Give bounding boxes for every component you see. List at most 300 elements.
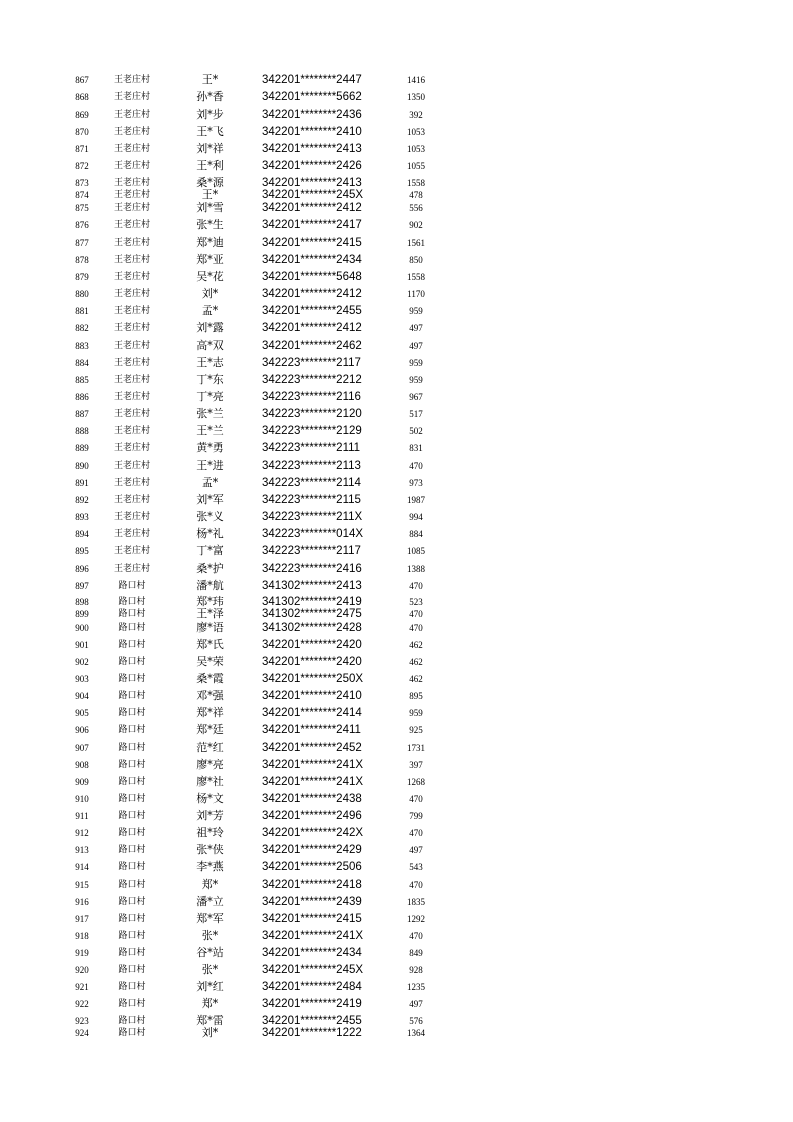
row-number: 922 xyxy=(75,999,89,1009)
person-name: 郑*军 xyxy=(196,912,224,925)
amount: 1053 xyxy=(407,144,425,154)
amount: 470 xyxy=(409,581,423,591)
village-name: 王老庄村 xyxy=(113,238,150,248)
amount: 478 xyxy=(409,190,423,200)
village-name: 王老庄村 xyxy=(113,92,150,102)
table-row xyxy=(0,1026,793,1040)
person-name: 孟* xyxy=(201,476,219,489)
person-name: 张*义 xyxy=(196,510,224,523)
amount: 1561 xyxy=(407,238,425,248)
amount: 1170 xyxy=(407,289,425,299)
id-number: 342223********2116 xyxy=(262,391,361,403)
village-name: 路口村 xyxy=(118,609,146,619)
person-name: 廖*亮 xyxy=(196,758,224,771)
amount: 470 xyxy=(409,880,423,890)
amount: 1731 xyxy=(407,743,425,753)
amount: 1055 xyxy=(407,161,425,171)
id-number: 342201********241X xyxy=(262,930,364,942)
person-name: 郑*迪 xyxy=(196,236,224,249)
table-row xyxy=(0,407,793,421)
amount: 462 xyxy=(409,674,423,684)
amount: 1268 xyxy=(407,777,425,787)
village-name: 路口村 xyxy=(118,657,146,667)
table-row xyxy=(0,809,793,823)
id-number: 342201********5662 xyxy=(262,91,362,103)
id-number: 342201********2434 xyxy=(262,254,362,266)
row-number: 890 xyxy=(75,461,89,471)
row-number: 910 xyxy=(75,794,89,804)
table-row xyxy=(0,723,793,737)
amount: 1292 xyxy=(407,914,425,924)
row-number: 885 xyxy=(75,375,89,385)
person-name: 祖*玲 xyxy=(196,826,224,839)
village-name: 路口村 xyxy=(118,982,146,992)
id-number: 342201********2426 xyxy=(262,160,362,172)
table-row xyxy=(0,689,793,703)
person-name: 刘*红 xyxy=(196,980,224,993)
row-number: 906 xyxy=(75,725,89,735)
village-name: 王老庄村 xyxy=(113,110,150,120)
table-row xyxy=(0,544,793,558)
id-number: 342223********2129 xyxy=(262,425,362,437)
table-row xyxy=(0,201,793,215)
table-row xyxy=(0,843,793,857)
table-row xyxy=(0,476,793,490)
table-row xyxy=(0,997,793,1011)
row-number: 891 xyxy=(75,478,89,488)
village-name: 路口村 xyxy=(118,760,146,770)
id-number: 342223********2113 xyxy=(262,460,361,472)
row-number: 913 xyxy=(75,845,89,855)
amount: 973 xyxy=(409,478,423,488)
person-name: 刘*雪 xyxy=(196,201,224,214)
person-name: 桑*源 xyxy=(196,176,224,189)
amount: 959 xyxy=(409,375,423,385)
village-name: 路口村 xyxy=(118,811,146,821)
person-name: 王*进 xyxy=(196,459,224,472)
id-number: 342201********2414 xyxy=(262,707,362,719)
person-name: 潘*立 xyxy=(196,895,224,908)
village-name: 王老庄村 xyxy=(113,203,150,213)
amount: 497 xyxy=(409,341,423,351)
village-name: 路口村 xyxy=(118,674,146,684)
person-name: 王*利 xyxy=(196,159,224,172)
id-number: 342201********2412 xyxy=(262,288,362,300)
village-name: 路口村 xyxy=(118,897,146,907)
table-row xyxy=(0,321,793,335)
person-name: 郑*廷 xyxy=(196,723,224,736)
amount: 959 xyxy=(409,306,423,316)
amount: 397 xyxy=(409,760,423,770)
village-name: 王老庄村 xyxy=(113,443,150,453)
table-row xyxy=(0,424,793,438)
row-number: 918 xyxy=(75,931,89,941)
table-row xyxy=(0,912,793,926)
person-name: 桑*护 xyxy=(196,562,224,575)
person-name: 郑*玮 xyxy=(196,595,224,608)
table-row xyxy=(0,758,793,772)
table-row xyxy=(0,373,793,387)
person-name: 谷*站 xyxy=(196,946,224,959)
id-number: 342223********2115 xyxy=(262,494,361,506)
amount: 1350 xyxy=(407,92,425,102)
amount: 959 xyxy=(409,708,423,718)
table-row xyxy=(0,775,793,789)
person-name: 丁*东 xyxy=(196,373,224,386)
village-name: 路口村 xyxy=(118,640,146,650)
village-name: 路口村 xyxy=(118,862,146,872)
table-row xyxy=(0,579,793,593)
row-number: 884 xyxy=(75,358,89,368)
village-name: 王老庄村 xyxy=(113,512,150,522)
village-name: 路口村 xyxy=(118,691,146,701)
id-number: 342201********2462 xyxy=(262,340,362,352)
table-row xyxy=(0,253,793,267)
id-number: 342201********2455 xyxy=(262,1015,362,1027)
village-name: 王老庄村 xyxy=(113,161,150,171)
row-number: 920 xyxy=(75,965,89,975)
row-number: 881 xyxy=(75,306,89,316)
row-number: 877 xyxy=(75,238,89,248)
amount: 497 xyxy=(409,323,423,333)
row-number: 886 xyxy=(75,392,89,402)
table-row xyxy=(0,188,793,202)
table-row xyxy=(0,108,793,122)
person-name: 廖*语 xyxy=(196,621,224,634)
village-name: 路口村 xyxy=(118,914,146,924)
amount: 392 xyxy=(409,110,423,120)
table-row xyxy=(0,510,793,524)
village-name: 路口村 xyxy=(118,597,146,607)
row-number: 882 xyxy=(75,323,89,333)
id-number: 342201********2419 xyxy=(262,998,362,1010)
table-row xyxy=(0,125,793,139)
village-name: 王老庄村 xyxy=(113,546,150,556)
amount: 1558 xyxy=(407,272,425,282)
village-name: 王老庄村 xyxy=(113,529,150,539)
person-name: 王* xyxy=(201,188,219,201)
id-number: 342201********2410 xyxy=(262,690,362,702)
village-name: 路口村 xyxy=(118,777,146,787)
table-row xyxy=(0,741,793,755)
person-name: 黄*勇 xyxy=(196,441,224,454)
row-number: 897 xyxy=(75,581,89,591)
id-number: 342201********241X xyxy=(262,776,364,788)
table-row xyxy=(0,287,793,301)
person-name: 王*飞 xyxy=(196,125,224,138)
village-name: 路口村 xyxy=(118,725,146,735)
village-name: 路口村 xyxy=(118,581,146,591)
id-number: 342201********2417 xyxy=(262,219,362,231)
id-number: 342201********2438 xyxy=(262,793,362,805)
table-row xyxy=(0,159,793,173)
row-number: 892 xyxy=(75,495,89,505)
row-number: 912 xyxy=(75,828,89,838)
amount: 576 xyxy=(409,1016,423,1026)
amount: 497 xyxy=(409,845,423,855)
row-number: 893 xyxy=(75,512,89,522)
table-row xyxy=(0,90,793,104)
village-name: 王老庄村 xyxy=(113,426,150,436)
person-name: 刘*祥 xyxy=(196,142,224,155)
row-number: 919 xyxy=(75,948,89,958)
table-row xyxy=(0,236,793,250)
table-row xyxy=(0,655,793,669)
table-row xyxy=(0,607,793,621)
row-number: 908 xyxy=(75,760,89,770)
amount: 967 xyxy=(409,392,423,402)
village-name: 王老庄村 xyxy=(113,478,150,488)
person-name: 邓*强 xyxy=(196,689,224,702)
village-name: 王老庄村 xyxy=(113,144,150,154)
id-number: 342223********014X xyxy=(262,528,364,540)
person-name: 吴*花 xyxy=(196,270,224,283)
id-number: 342201********2484 xyxy=(262,981,362,993)
table-row xyxy=(0,562,793,576)
id-number: 341302********2419 xyxy=(262,596,362,608)
table-row xyxy=(0,946,793,960)
amount: 1364 xyxy=(407,1028,425,1038)
table-row xyxy=(0,672,793,686)
row-number: 870 xyxy=(75,127,89,137)
amount: 1085 xyxy=(407,546,425,556)
village-name: 王老庄村 xyxy=(113,564,150,574)
id-number: 342201********2413 xyxy=(262,177,362,189)
person-name: 廖*社 xyxy=(196,775,224,788)
row-number: 909 xyxy=(75,777,89,787)
village-name: 王老庄村 xyxy=(113,220,150,230)
village-name: 王老庄村 xyxy=(113,289,150,299)
row-number: 911 xyxy=(75,811,89,821)
row-number: 876 xyxy=(75,220,89,230)
id-number: 342201********2447 xyxy=(262,74,362,86)
amount: 1416 xyxy=(407,75,425,85)
village-name: 王老庄村 xyxy=(113,178,150,188)
table-row xyxy=(0,142,793,156)
row-number: 880 xyxy=(75,289,89,299)
id-number: 342223********2111 xyxy=(262,442,361,454)
person-name: 张*侠 xyxy=(196,843,224,856)
id-number: 342223********2117 xyxy=(262,545,361,557)
row-number: 921 xyxy=(75,982,89,992)
id-number: 342201********241X xyxy=(262,759,364,771)
row-number: 915 xyxy=(75,880,89,890)
table-row xyxy=(0,493,793,507)
amount: 556 xyxy=(409,203,423,213)
id-number: 342201********2420 xyxy=(262,656,362,668)
person-name: 王* xyxy=(201,73,219,86)
village-name: 王老庄村 xyxy=(113,358,150,368)
row-number: 902 xyxy=(75,657,89,667)
person-name: 杨*礼 xyxy=(196,527,224,540)
row-number: 894 xyxy=(75,529,89,539)
village-name: 路口村 xyxy=(118,794,146,804)
id-number: 342201********245X xyxy=(262,964,364,976)
row-number: 868 xyxy=(75,92,89,102)
amount: 1987 xyxy=(407,495,425,505)
id-number: 342201********2436 xyxy=(262,109,362,121)
person-name: 郑*祥 xyxy=(196,706,224,719)
village-name: 王老庄村 xyxy=(113,190,150,200)
person-name: 张* xyxy=(201,963,219,976)
table-row xyxy=(0,390,793,404)
table-row xyxy=(0,826,793,840)
village-name: 路口村 xyxy=(118,931,146,941)
id-number: 342223********2117 xyxy=(262,357,361,369)
id-number: 342201********2420 xyxy=(262,639,362,651)
amount: 799 xyxy=(409,811,423,821)
village-name: 路口村 xyxy=(118,880,146,890)
amount: 959 xyxy=(409,358,423,368)
row-number: 887 xyxy=(75,409,89,419)
amount: 1388 xyxy=(407,564,425,574)
person-name: 王*兰 xyxy=(196,424,224,437)
id-number: 342223********2114 xyxy=(262,477,361,489)
table-row xyxy=(0,878,793,892)
row-number: 872 xyxy=(75,161,89,171)
amount: 1235 xyxy=(407,982,425,992)
person-name: 刘*军 xyxy=(196,493,224,506)
person-name: 刘*芳 xyxy=(196,809,224,822)
id-number: 342201********2411 xyxy=(262,724,361,736)
row-number: 867 xyxy=(75,75,89,85)
table-row xyxy=(0,638,793,652)
village-name: 王老庄村 xyxy=(113,341,150,351)
village-name: 王老庄村 xyxy=(113,409,150,419)
row-number: 916 xyxy=(75,897,89,907)
row-number: 903 xyxy=(75,674,89,684)
person-name: 王*志 xyxy=(196,356,224,369)
row-number: 883 xyxy=(75,341,89,351)
table-row xyxy=(0,621,793,635)
village-name: 王老庄村 xyxy=(113,323,150,333)
id-number: 342201********2496 xyxy=(262,810,362,822)
village-name: 路口村 xyxy=(118,828,146,838)
person-name: 郑* xyxy=(201,997,219,1010)
village-name: 王老庄村 xyxy=(113,127,150,137)
id-number: 342201********2439 xyxy=(262,896,362,908)
table-row xyxy=(0,929,793,943)
table-row xyxy=(0,459,793,473)
person-name: 孟* xyxy=(201,304,219,317)
amount: 470 xyxy=(409,794,423,804)
row-number: 875 xyxy=(75,203,89,213)
village-name: 路口村 xyxy=(118,1028,146,1038)
id-number: 342201********2410 xyxy=(262,126,362,138)
table-row xyxy=(0,527,793,541)
row-number: 907 xyxy=(75,743,89,753)
id-number: 342201********2413 xyxy=(262,143,362,155)
id-number: 342223********2120 xyxy=(262,408,362,420)
amount: 884 xyxy=(409,529,423,539)
row-number: 873 xyxy=(75,178,89,188)
table-row xyxy=(0,356,793,370)
row-number: 878 xyxy=(75,255,89,265)
row-number: 898 xyxy=(75,597,89,607)
table-row xyxy=(0,980,793,994)
village-name: 王老庄村 xyxy=(113,306,150,316)
row-number: 899 xyxy=(75,609,89,619)
village-name: 王老庄村 xyxy=(113,272,150,282)
row-number: 924 xyxy=(75,1028,89,1038)
village-name: 路口村 xyxy=(118,743,146,753)
amount: 470 xyxy=(409,623,423,633)
id-number: 342201********5648 xyxy=(262,271,362,283)
amount: 517 xyxy=(409,409,423,419)
person-name: 张* xyxy=(201,929,219,942)
table-row xyxy=(0,339,793,353)
village-name: 路口村 xyxy=(118,965,146,975)
person-name: 王*泽 xyxy=(196,607,224,620)
table-row xyxy=(0,792,793,806)
person-name: 张*兰 xyxy=(196,407,224,420)
id-number: 342223********2212 xyxy=(262,374,362,386)
id-number: 342223********2416 xyxy=(262,563,362,575)
amount: 928 xyxy=(409,965,423,975)
village-name: 王老庄村 xyxy=(113,255,150,265)
amount: 1835 xyxy=(407,897,425,907)
amount: 902 xyxy=(409,220,423,230)
id-number: 341302********2428 xyxy=(262,622,362,634)
amount: 470 xyxy=(409,609,423,619)
village-name: 王老庄村 xyxy=(113,392,150,402)
village-name: 路口村 xyxy=(118,948,146,958)
id-number: 342201********2418 xyxy=(262,879,362,891)
person-name: 刘*露 xyxy=(196,321,224,334)
person-name: 郑*氏 xyxy=(196,638,224,651)
row-number: 901 xyxy=(75,640,89,650)
person-name: 刘*步 xyxy=(196,108,224,121)
amount: 470 xyxy=(409,828,423,838)
village-name: 路口村 xyxy=(118,999,146,1009)
row-number: 889 xyxy=(75,443,89,453)
row-number: 923 xyxy=(75,1016,89,1026)
person-name: 郑* xyxy=(201,878,219,891)
row-number: 900 xyxy=(75,623,89,633)
amount: 831 xyxy=(409,443,423,453)
id-number: 342201********1222 xyxy=(262,1027,362,1039)
amount: 502 xyxy=(409,426,423,436)
person-name: 杨*文 xyxy=(196,792,224,805)
id-number: 342201********2506 xyxy=(262,861,362,873)
id-number: 342201********2412 xyxy=(262,322,362,334)
row-number: 869 xyxy=(75,110,89,120)
id-number: 342201********250X xyxy=(262,673,364,685)
person-name: 郑*亚 xyxy=(196,253,224,266)
amount: 497 xyxy=(409,999,423,1009)
id-number: 342201********2429 xyxy=(262,844,362,856)
person-name: 丁*富 xyxy=(196,544,224,557)
id-number: 342223********211X xyxy=(262,511,363,523)
person-name: 孙*香 xyxy=(196,90,224,103)
village-name: 路口村 xyxy=(118,845,146,855)
row-number: 896 xyxy=(75,564,89,574)
person-name: 吴*荣 xyxy=(196,655,224,668)
person-name: 潘*航 xyxy=(196,579,224,592)
village-name: 王老庄村 xyxy=(113,495,150,505)
id-number: 341302********2413 xyxy=(262,580,362,592)
table-row xyxy=(0,963,793,977)
row-number: 879 xyxy=(75,272,89,282)
amount: 462 xyxy=(409,657,423,667)
person-name: 李*燕 xyxy=(196,860,224,873)
row-number: 917 xyxy=(75,914,89,924)
village-name: 王老庄村 xyxy=(113,461,150,471)
id-number: 342201********2415 xyxy=(262,237,362,249)
village-name: 王老庄村 xyxy=(113,75,150,85)
amount: 543 xyxy=(409,862,423,872)
table-row xyxy=(0,895,793,909)
